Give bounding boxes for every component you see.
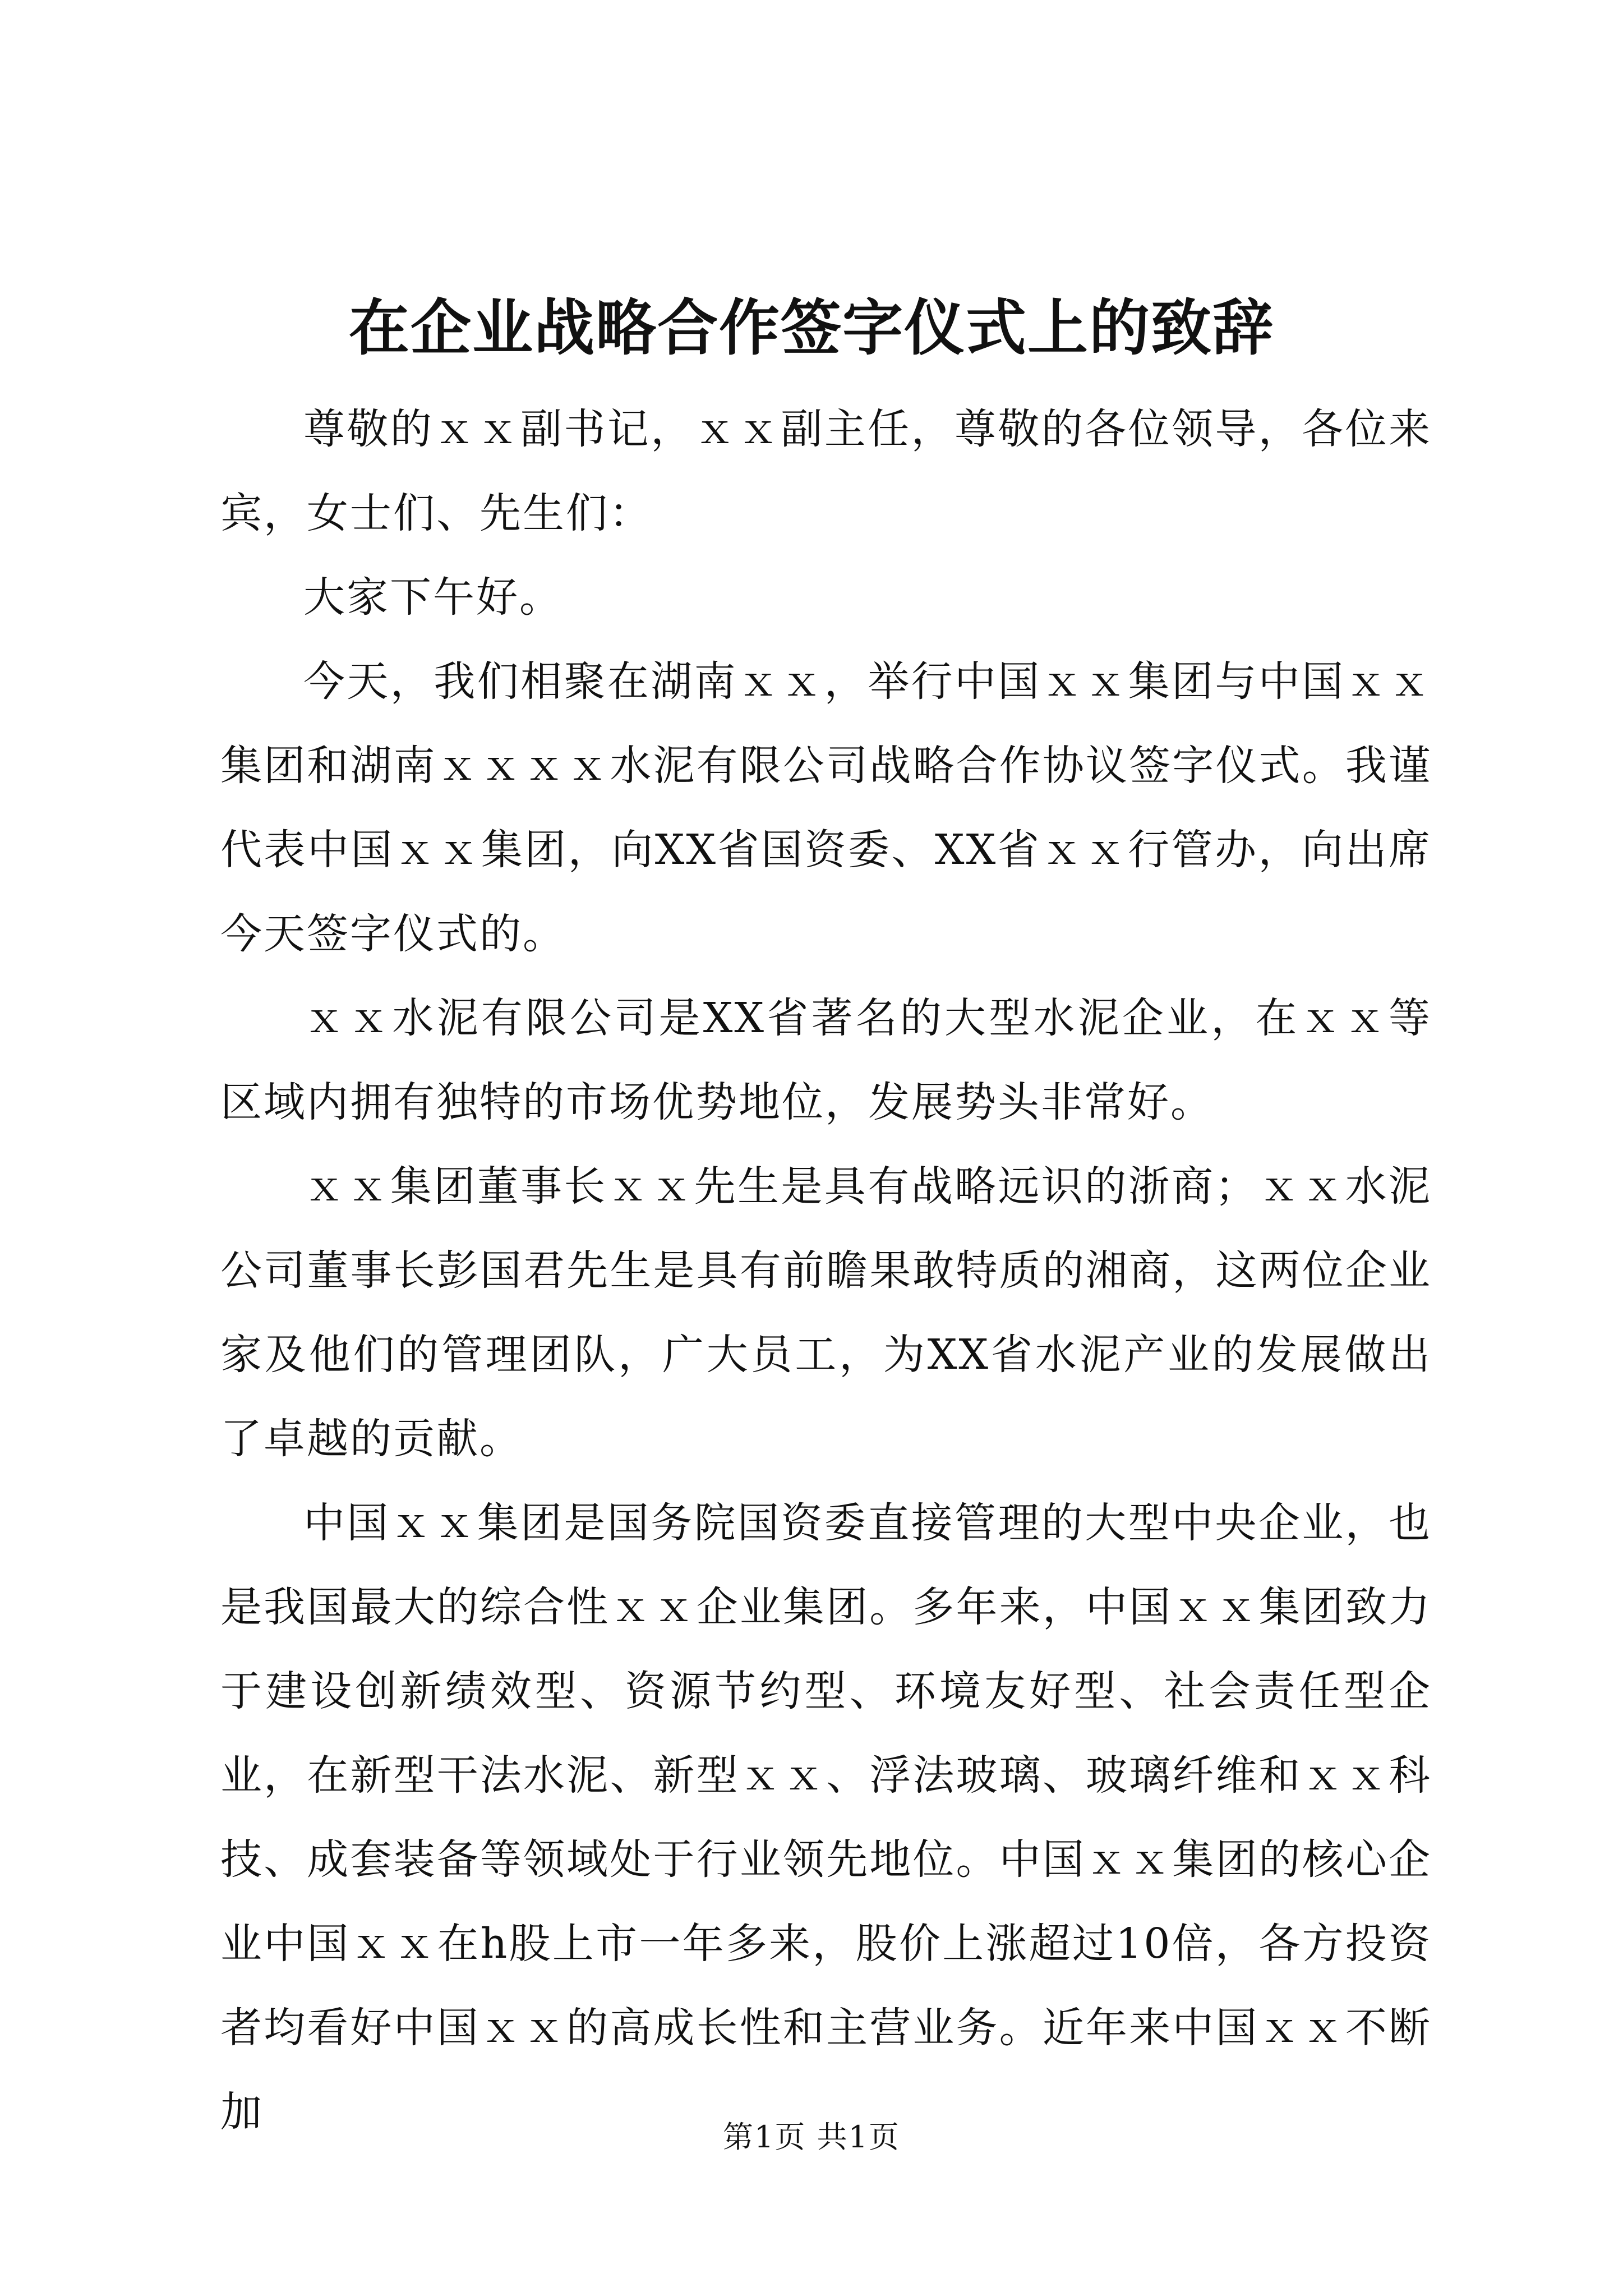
paragraph-occasion: 今天，我们相聚在湖南ｘｘ，举行中国ｘｘ集团与中国ｘｘ集团和湖南ｘｘｘｘ水泥有限公司战略合作协议签字仪式。我谨代表中国ｘｘ集团，向XX省国资委、XX省ｘｘ行管办，向出席今天签字仪式的。 <box>220 657 1432 958</box>
page-footer: 第1页 共1页 <box>723 2119 900 2155</box>
paragraph-chairmen: ｘｘ集团董事长ｘｘ先生是具有战略远识的浙商；ｘｘ水泥公司董事长彭国君先生是具有前瞻果敢特质的湘商，这两位企业家及他们的管理团队，广大员工，为XX省水泥产业的发展做出了卓越的贡献。 <box>220 1162 1432 1463</box>
paragraph-group-intro: 中国ｘｘ集团是国务院国资委直接管理的大型中央企业，也是我国最大的综合性ｘｘ企业集团。多年来，中国ｘｘ集团致力于建设创新绩效型、资源节约型、环境友好型、社会责任型企业，在新型干法水泥、新型ｘｘ、浮法玻璃、玻璃纤维和ｘｘ科技、成套装备等领域处于行业领先地位。中国ｘｘ集团的核心企业中国ｘｘ在h股上市一年多来，股价上涨超过10倍，各方投资者均看好中国ｘｘ的高成长性和主营业务。近年来中国ｘｘ不断加 <box>220 1499 1432 2136</box>
document-body <box>220 387 1432 2154</box>
paragraph-partner-company: ｘｘ水泥有限公司是XX省著名的大型水泥企业，在ｘｘ等区域内拥有独特的市场优势地位，发展势头非常好。 <box>220 994 1432 1126</box>
document-title: 在企业战略合作签字仪式上的致辞 <box>348 293 1274 364</box>
paragraph-salutation: 尊敬的ｘｘ副书记，ｘｘ副主任，尊敬的各位领导，各位来宾，女士们、先生们： <box>220 405 1432 537</box>
paragraph-greeting: 大家下午好。 <box>303 573 562 622</box>
